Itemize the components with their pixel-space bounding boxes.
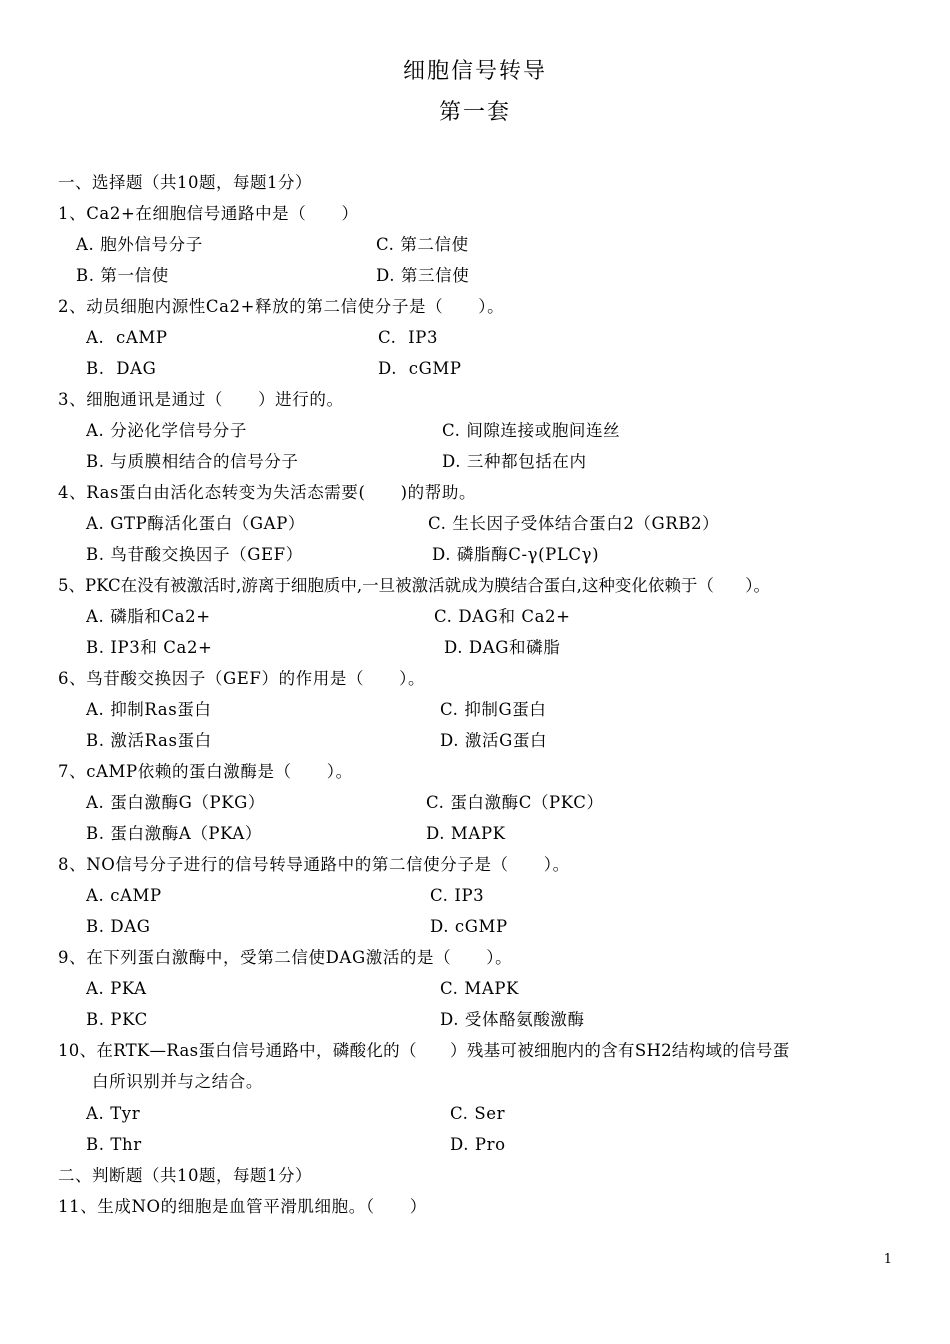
option-c: C. 间隙连接或胞间连丝 bbox=[442, 421, 621, 440]
option-d: D. 磷脂酶C-γ(PLCγ) bbox=[432, 545, 600, 564]
option-b: B. DAG bbox=[86, 917, 151, 936]
option-b: B. 鸟苷酸交换因子（GEF） bbox=[86, 545, 303, 564]
option-c: C. 生长因子受体结合蛋白2（GRB2） bbox=[428, 514, 720, 533]
option-d: D. MAPK bbox=[426, 824, 506, 843]
question-stem: 3、细胞通讯是通过（ ）进行的。 bbox=[58, 390, 344, 409]
option-c: C. 第二信使 bbox=[376, 235, 469, 254]
question-stem: 1、Ca2+在细胞信号通路中是（ ） bbox=[58, 204, 359, 223]
option-d: D. cGMP bbox=[378, 359, 462, 378]
option-c: C. 抑制G蛋白 bbox=[440, 700, 547, 719]
option-d: D. 三种都包括在内 bbox=[442, 452, 587, 471]
option-c: C. IP3 bbox=[378, 328, 439, 347]
question-stem: 2、动员细胞内源性Ca2+释放的第二信使分子是（ ）。 bbox=[58, 297, 505, 316]
option-d: D. 受体酪氨酸激酶 bbox=[440, 1010, 585, 1029]
option-a: A. Tyr bbox=[86, 1104, 141, 1123]
question-stem-continuation: 白所识别并与之结合。 bbox=[92, 1072, 263, 1091]
option-b: B. 蛋白激酶A（PKA） bbox=[86, 824, 263, 843]
option-b: B. 第一信使 bbox=[76, 266, 169, 285]
option-b: B. PKC bbox=[86, 1010, 148, 1029]
option-b: B. 与质膜相结合的信号分子 bbox=[86, 452, 299, 471]
document-title: 细胞信号转导 bbox=[402, 59, 547, 84]
option-a: A. 磷脂和Ca2+ bbox=[86, 607, 211, 626]
option-c: C. 蛋白激酶C（PKC） bbox=[426, 793, 604, 812]
question-stem: 7、cAMP依赖的蛋白激酶是（ ）。 bbox=[58, 762, 353, 781]
option-a: A. cAMP bbox=[86, 328, 168, 347]
option-b: B. Thr bbox=[86, 1135, 142, 1154]
option-d: D. DAG和磷脂 bbox=[444, 638, 561, 657]
option-d: D. Pro bbox=[450, 1135, 506, 1154]
option-c: C. DAG和 Ca2+ bbox=[434, 607, 571, 626]
section-heading-true-false: 二、判断题（共10题，每题1分） bbox=[58, 1166, 312, 1185]
option-a: A. cAMP bbox=[86, 886, 162, 905]
document-subtitle: 第一套 bbox=[438, 100, 511, 125]
option-c: C. IP3 bbox=[430, 886, 485, 905]
option-b: B. DAG bbox=[86, 359, 157, 378]
question-stem: 9、在下列蛋白激酶中，受第二信使DAG激活的是（ ）。 bbox=[58, 948, 513, 967]
question-stem: 5、PKC在没有被激活时,游离于细胞质中,一旦被激活就成为膜结合蛋白,这种变化依赖于（ ）。 bbox=[58, 576, 771, 595]
option-d: D. 第三信使 bbox=[376, 266, 470, 285]
option-a: A. GTP酶活化蛋白（GAP） bbox=[86, 514, 305, 533]
question-stem: 11、生成NO的细胞是血管平滑肌细胞。（ ） bbox=[58, 1197, 427, 1216]
option-b: B. 激活Ras蛋白 bbox=[86, 731, 212, 750]
option-a: A. 分泌化学信号分子 bbox=[86, 421, 248, 440]
question-stem: 6、鸟苷酸交换因子（GEF）的作用是（ ）。 bbox=[58, 669, 426, 688]
option-a: A. 蛋白激酶G（PKG） bbox=[86, 793, 265, 812]
question-stem: 8、NO信号分子进行的信号转导通路中的第二信使分子是（ ）。 bbox=[58, 855, 570, 874]
option-d: D. cGMP bbox=[430, 917, 508, 936]
section-heading-choice: 一、选择题（共10题，每题1分） bbox=[58, 173, 312, 192]
question-stem: 10、在RTK—Ras蛋白信号通路中，磷酸化的（ ）残基可被细胞内的含有SH2结构域的信号蛋 bbox=[58, 1041, 790, 1060]
option-a: A. 胞外信号分子 bbox=[76, 235, 203, 254]
option-c: C. MAPK bbox=[440, 979, 519, 998]
option-d: D. 激活G蛋白 bbox=[440, 731, 548, 750]
question-stem: 4、Ras蛋白由活化态转变为失活态需要( )的帮助。 bbox=[58, 483, 477, 502]
option-a: A. PKA bbox=[86, 979, 147, 998]
option-c: C. Ser bbox=[450, 1104, 506, 1123]
option-b: B. IP3和 Ca2+ bbox=[86, 638, 213, 657]
option-a: A. 抑制Ras蛋白 bbox=[86, 700, 212, 719]
page-number: 1 bbox=[883, 1252, 892, 1267]
